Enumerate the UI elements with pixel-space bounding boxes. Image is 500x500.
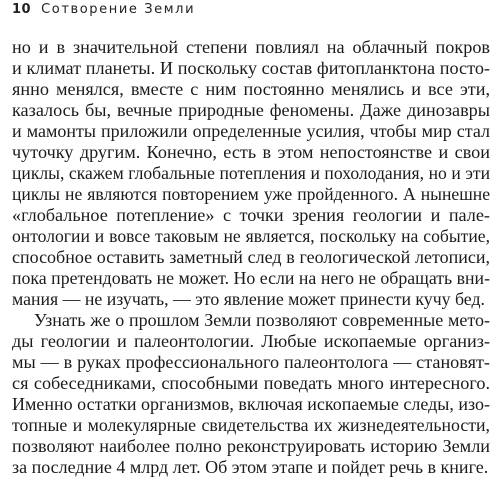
text-line: позволяют наиболее полно реконструировать историю Земли [12,436,490,456]
text-line: чуточку другим. Конечно, есть в этом непостоянстве и свои [12,142,490,162]
text-line: ды геологии и палеонтологии. Любые ископаемые организ- [12,331,490,351]
text-line: за последние 4 млрд лет. Об этом этапе и пойдет речь в книге. [12,457,489,477]
running-title: Сотворение Земли [41,2,196,17]
text-line: способное оставить заметный след в геологической летописи, [12,247,490,267]
running-header [12,2,195,22]
text-line: циклы, скажем глобальные потепления и похолодания, но и эти [12,163,490,183]
text-line: Узнать же о прошлом Земли позволяют современные мето- [34,310,490,330]
text-line: мы — в руках профессионального палеонтолога — становят- [12,352,490,372]
paragraph [12,310,490,478]
text-line: пока претендовать не может. Но если на него не обращать вни- [12,268,490,288]
text-line: циклы не являются повторением уже пройденного. А нынешне [12,184,490,204]
text-line: топные и молекулярные свидетельства их жизнедеятельности, [12,415,490,435]
text-line: и мамонты приложили определенные усилия, чтобы мир стал [12,121,490,141]
text-line: ся собеседниками, способными поведать много интересного. [12,373,490,393]
text-line: мания — не изучать, — это явление может принести кучу бед. [12,289,485,309]
paragraph [12,37,490,310]
page-number: 10 [12,2,32,17]
text-line: «глобальное потепление» с точки зрения геологии и пале- [12,205,490,225]
text-line: янно менялся, вместе с ним постоянно менялись и все эти, [12,79,490,99]
text-line: Именно остатки организмов, включая ископаемые следы, изо- [12,394,490,414]
text-line: казалось бы, вечные природные феномены. Даже динозавры [12,100,490,120]
text-line: и климат планеты. И поскольку состав фитопланктона посто- [12,58,490,78]
text-line: онтологии и вовсе таковым не является, поскольку на событие, [12,226,490,246]
body-text [12,37,490,478]
text-line: но и в значительной степени повлиял на облачный покров [12,37,490,57]
